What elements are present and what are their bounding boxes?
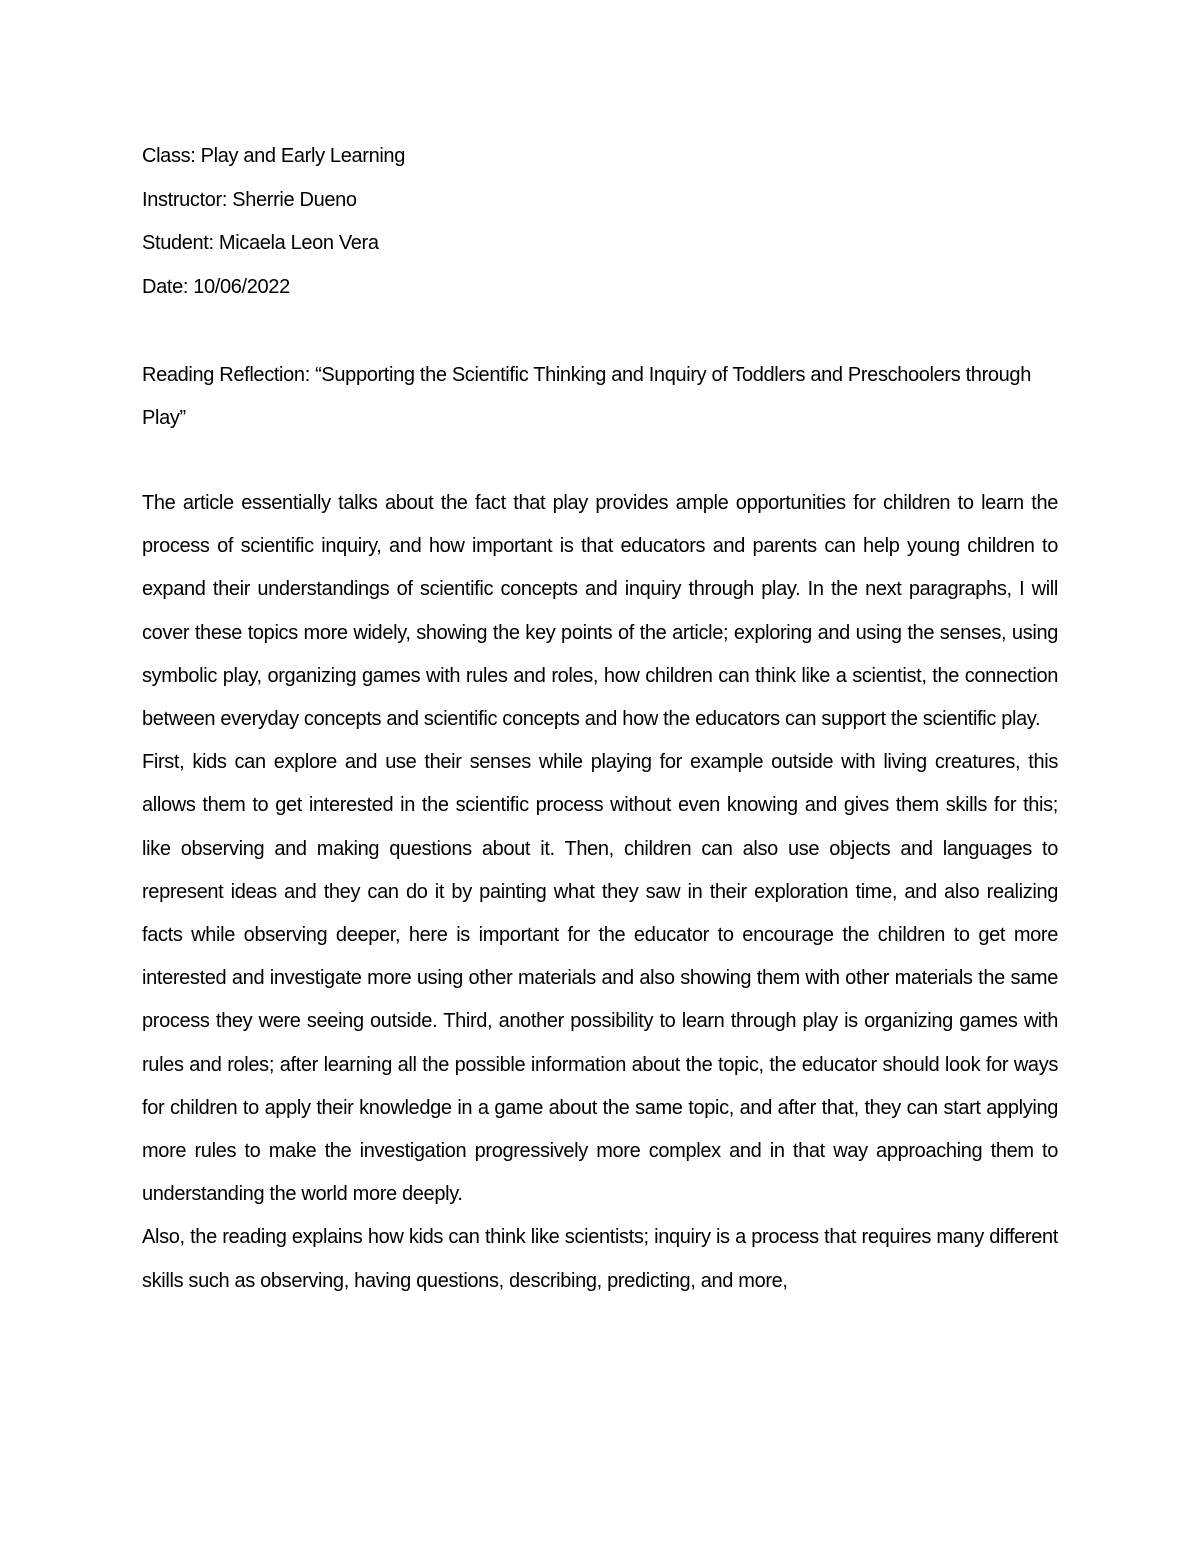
instructor-line: Instructor: Sherrie Dueno	[142, 188, 357, 211]
body-text	[142, 482, 1058, 1303]
paragraph: Also, the reading explains how kids can think like scientists; inquiry is a process that requires many different skills such as observing, having questions, describing, predicting, and more,	[142, 1226, 1058, 1292]
document-content	[142, 138, 1058, 1303]
class-line: Class: Play and Early Learning	[142, 145, 405, 167]
reflection-title: Reading Reflection: “Supporting the Scientific Thinking and Inquiry of Toddlers and Preschoolers through Play”	[142, 364, 1031, 429]
header-info	[142, 138, 1058, 312]
paragraph: First, kids can explore and use their senses while playing for example outside with living creatures, this allows them to get interested in the scientific process without even knowing and gives them skills for this; like observing and making questions about it. Then, children can also use objects and languages to represent ideas and they can do it by painting what they saw in their exploration time, and also realizing facts while observing deeper, here is important for the educator to encourage the children to get more interested and investigate more using other materials and also showing them with other materials the same process they were seeing outside. Third, another possibility to learn through play is organizing games with rules and roles; after learning all the possible information about the topic, the educator should look for ways for children to apply their knowledge in a game about the same topic, and after that, they can start applying more rules to make the investigation progressively more complex and in that way approaching them to understanding the world more deeply.	[142, 751, 1058, 1206]
paragraph: The article essentially talks about the fact that play provides ample opportunities for children to learn the process of scientific inquiry, and how important is that educators and parents can help young children to expand their understandings of scientific concepts and inquiry through play. In the next paragraphs, I will cover these topics more widely, showing the key points of the article; exploring and using the senses, using symbolic play, organizing games with rules and roles, how children can think like a scientist, the connection between everyday concepts and scientific concepts and how the educators can support the scientific play.	[142, 492, 1058, 731]
date-line: Date: 10/06/2022	[142, 275, 290, 298]
student-line: Student: Micaela Leon Vera	[142, 232, 379, 254]
